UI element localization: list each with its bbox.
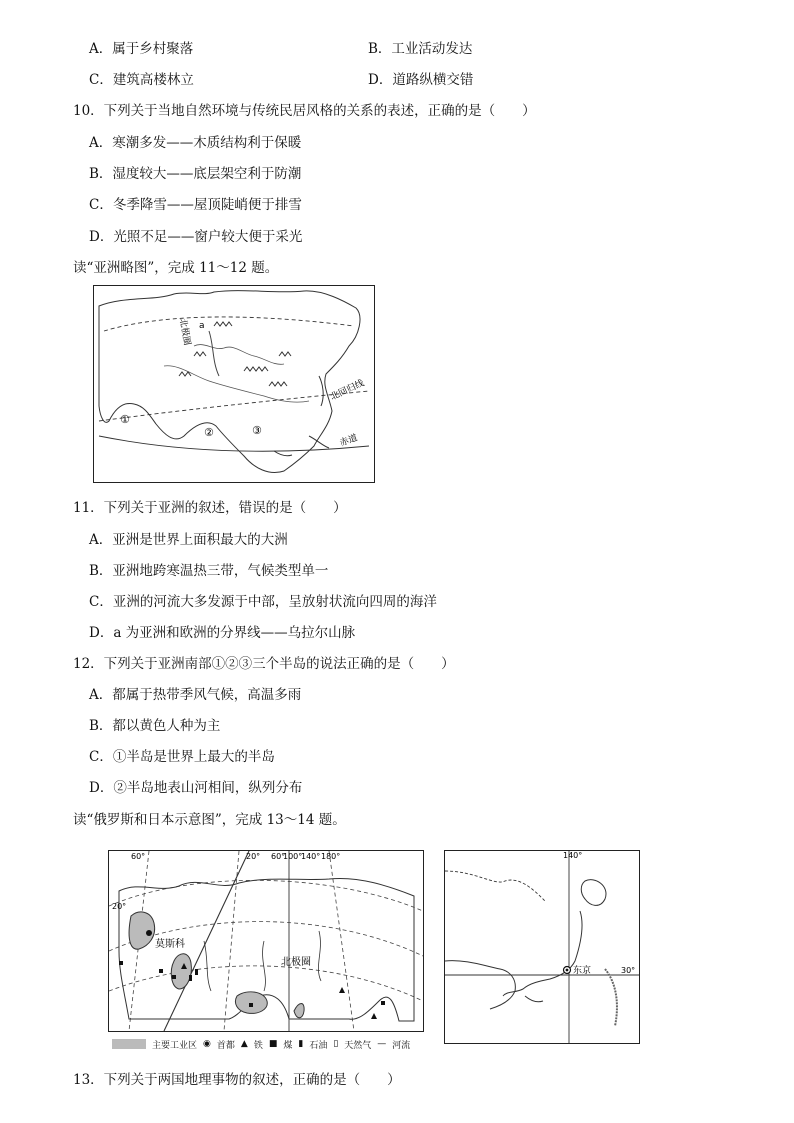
legend-industrial: 主要工业区 — [152, 1040, 198, 1051]
japan-lat-30-label: 30° — [621, 966, 636, 975]
gas-icon: ▯ — [333, 1039, 339, 1049]
legend-capital: 首都 — [216, 1040, 235, 1051]
lat-20-label: 20° — [112, 902, 127, 911]
q12-option-d: D．②半岛地表山河相间，纵列分布 — [89, 780, 303, 796]
russia-map — [108, 850, 424, 1032]
q12-option-c: C．①半岛是世界上最大的半岛 — [89, 749, 275, 765]
capital-icon: ◉ — [203, 1039, 211, 1049]
legend-river: 河流 — [392, 1040, 411, 1051]
intro-asia-map: 读“亚洲略图”，完成 11～12 题。 — [73, 260, 279, 276]
moscow-capital-icon — [146, 930, 152, 936]
industrial-zone-moscow — [129, 912, 155, 949]
hokkaido — [581, 880, 606, 906]
arctic-circle-line — [104, 317, 354, 331]
river-icon: — — [377, 1039, 387, 1049]
q11-stem: 11．下列关于亚洲的叙述，错误的是（ ） — [73, 500, 347, 516]
industrial-zone-swatch — [112, 1039, 146, 1049]
asia-map — [93, 285, 375, 483]
q10-option-c: C．冬季降雪——屋顶陡峭便于排雪 — [89, 197, 302, 213]
tropic-label: 北回归线 — [329, 378, 366, 403]
peninsula-3-label: ③ — [252, 424, 262, 437]
moscow-label: 莫斯科 — [155, 939, 185, 950]
arctic-circle-label: 北极圈 — [281, 957, 311, 968]
legend-iron: 铁 — [253, 1040, 263, 1051]
oil-icon: ▮ — [298, 1039, 304, 1049]
q12-stem: 12．下列关于亚洲南部①②③三个半岛的说法正确的是（ ） — [73, 656, 455, 672]
q11-option-c: C．亚洲的河流大多发源于中部，呈放射状流向四周的海洋 — [89, 594, 437, 610]
intro-russia-japan-map: 读“俄罗斯和日本示意图”，完成 13～14 题。 — [73, 812, 346, 828]
arctic-label: 北极圈 — [177, 317, 192, 347]
q13-stem: 13．下列关于两国地理事物的叙述，正确的是（ ） — [73, 1072, 401, 1088]
q10-option-b: B．湿度较大——底层架空利于防潮 — [89, 166, 302, 182]
q9-option-a: A．属于乡村聚落 — [89, 41, 194, 57]
lon-100-label: 100° — [283, 852, 303, 861]
q11-option-a: A．亚洲是世界上面积最大的大洲 — [89, 532, 288, 548]
point-a-label: a — [199, 321, 205, 331]
lon-140-label: 140° — [301, 852, 321, 861]
lon-180-label: 180° — [321, 852, 341, 861]
industrial-zone-siberia — [235, 992, 267, 1014]
q10-stem: 10．下列关于当地自然环境与传统民居风格的关系的表述，正确的是（ ） — [73, 103, 536, 119]
legend-coal: 煤 — [283, 1040, 293, 1051]
iron-icon: ▲ — [240, 1039, 248, 1049]
equator-line — [99, 436, 369, 451]
q11-option-d: D．a 为亚洲和欧洲的分界线——乌拉尔山脉 — [89, 625, 356, 641]
peninsula-1-label: ① — [120, 413, 130, 426]
map-legend — [112, 1037, 410, 1051]
equator-label: 赤道 — [338, 433, 359, 449]
japan-map — [444, 850, 640, 1044]
industrial-zone-far-east — [294, 1004, 304, 1018]
lon-60-label: 60° — [131, 852, 146, 861]
legend-gas: 天然气 — [344, 1040, 372, 1051]
q12-option-b: B．都以黄色人种为主 — [89, 718, 221, 734]
lon-60b-label: 60° — [271, 852, 286, 861]
coal-icon: ■ — [268, 1039, 278, 1049]
industrial-zone-ural — [171, 954, 191, 989]
lon-20-label: 20° — [246, 852, 261, 861]
legend-oil: 石油 — [309, 1040, 328, 1051]
q9-option-c: C．建筑高楼林立 — [89, 72, 194, 88]
mountain-symbols — [179, 322, 291, 386]
peninsula-2-label: ② — [204, 426, 214, 439]
q9-option-d: D．道路纵横交错 — [368, 72, 474, 88]
japan-lon-140-label: 140° — [563, 851, 583, 860]
q12-option-a: A．都属于热带季风气候，高温多雨 — [89, 687, 302, 703]
tokyo-label: 东京 — [573, 966, 592, 976]
q11-option-b: B．亚洲地跨寒温热三带，气候类型单一 — [89, 563, 329, 579]
q10-option-d: D．光照不足——窗户较大便于采光 — [89, 229, 303, 245]
q10-option-a: A．寒潮多发——木质结构利于保暖 — [89, 135, 302, 151]
q9-option-b: B．工业活动发达 — [368, 41, 473, 57]
